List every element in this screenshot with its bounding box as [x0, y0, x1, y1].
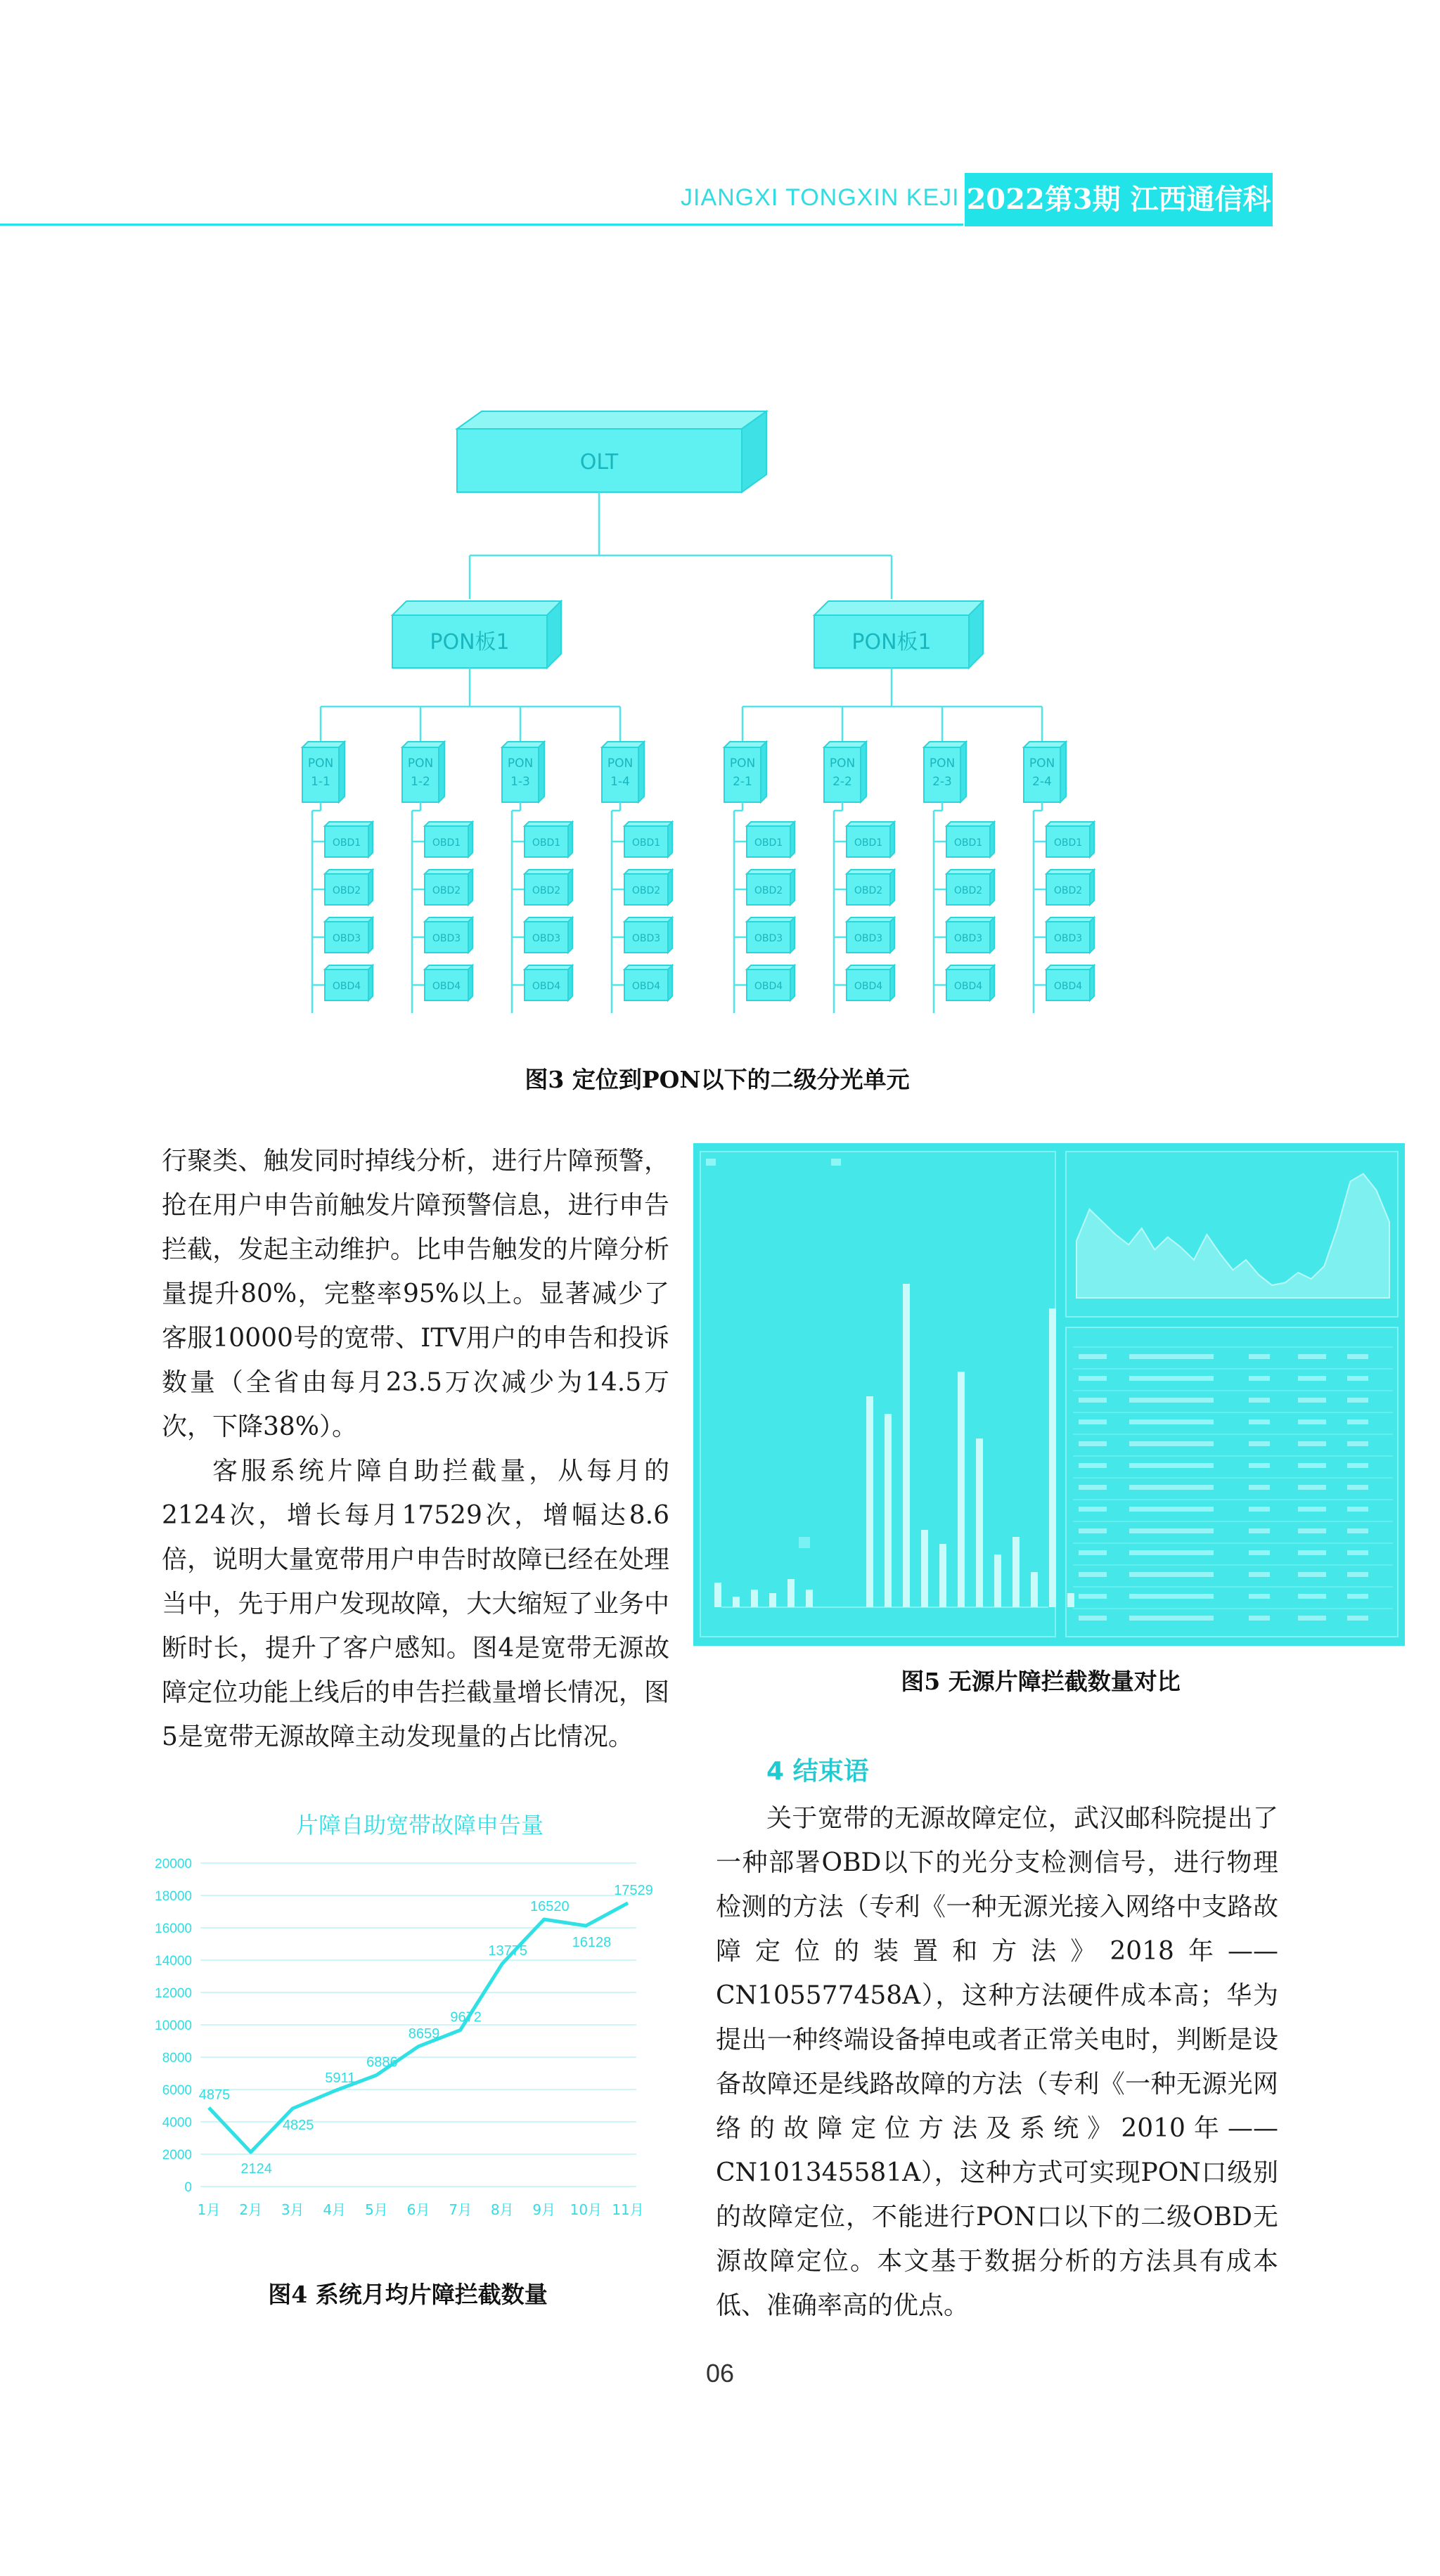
dash-table-cell — [1347, 1572, 1368, 1577]
data-label: 6886 — [366, 2054, 398, 2071]
dash-table-cell — [1249, 1376, 1270, 1381]
olt-node — [457, 411, 766, 492]
figure4-line-chart — [144, 1803, 679, 2253]
obd-label: OBD2 — [532, 885, 561, 896]
dash-bar — [994, 1554, 1001, 1607]
obd-node — [946, 822, 994, 857]
dash-table-cell — [1347, 1485, 1368, 1490]
obd-node — [425, 917, 472, 953]
dash-table-cell — [1249, 1441, 1270, 1446]
data-label: 8659 — [408, 2026, 440, 2042]
dash-bar — [1031, 1572, 1038, 1607]
issue-label: 2022第3期 江西通信科技 — [965, 173, 1273, 226]
y-tick-label: 0 — [184, 2180, 192, 2195]
obd-node — [425, 965, 472, 1000]
pon-port-label-line1: PON — [307, 756, 334, 771]
obd-node — [624, 917, 672, 953]
x-tick-label: 9月 — [532, 2201, 556, 2218]
obd-label: OBD3 — [532, 933, 561, 944]
dash-table-cell — [1079, 1594, 1107, 1599]
dash-table-cell — [1298, 1419, 1326, 1424]
obd-label: OBD3 — [631, 933, 661, 944]
dash-table-cell — [1249, 1398, 1270, 1403]
pon-port-1-1 — [302, 742, 345, 802]
x-tick-label: 6月 — [406, 2201, 430, 2218]
obd-node — [747, 917, 795, 953]
obd-node — [847, 917, 894, 953]
dash-table-cell — [1249, 1463, 1270, 1468]
dash-table-cell — [1129, 1616, 1214, 1621]
figure3-caption: 图3 定位到PON以下的二级分光单元 — [525, 1066, 910, 1093]
figure5-dashboard — [693, 1143, 1405, 1646]
pon-board-2 — [814, 601, 983, 668]
pon-port-label-line2: 1-4 — [610, 775, 630, 789]
dash-table-cell — [1079, 1419, 1107, 1424]
pon-port-label-line2: 1-3 — [510, 775, 530, 789]
dash-table-cell — [1129, 1550, 1214, 1555]
dash-bar — [806, 1590, 813, 1607]
obd-node — [747, 822, 795, 857]
header-rule — [0, 224, 963, 226]
pon-port-label-line1: PON — [507, 756, 534, 771]
dash-table-cell — [1079, 1572, 1107, 1577]
obd-label: OBD1 — [1053, 837, 1083, 849]
dash-bar — [1012, 1537, 1020, 1607]
dash-table-cell — [1129, 1594, 1214, 1599]
obd-label: OBD4 — [953, 981, 983, 992]
obd-label: OBD2 — [332, 885, 361, 896]
dash-bar — [733, 1597, 740, 1607]
dash-table-cell — [1129, 1572, 1214, 1577]
dash-table-cell — [1129, 1376, 1214, 1381]
pon-port-label-line1: PON — [829, 756, 856, 771]
pon-port-1-3 — [502, 742, 544, 802]
page-number: 06 — [705, 2359, 735, 2388]
obd-label: OBD3 — [953, 933, 983, 944]
obd-node — [425, 870, 472, 905]
obd-node — [847, 965, 894, 1000]
obd-label: OBD1 — [754, 837, 783, 849]
obd-label: OBD3 — [432, 933, 461, 944]
obd-node — [325, 917, 373, 953]
y-tick-label: 6000 — [162, 2083, 192, 2098]
obd-node — [525, 870, 572, 905]
data-label: 13775 — [488, 1943, 528, 1959]
pon-port-2-3 — [924, 742, 966, 802]
obd-node — [1046, 870, 1094, 905]
obd-node — [1046, 965, 1094, 1000]
left-column-upper — [162, 1139, 669, 1759]
dash-table-cell — [1249, 1616, 1270, 1621]
dash-bar — [903, 1284, 910, 1607]
dash-table-cell — [1347, 1354, 1368, 1359]
dash-table-cell — [1079, 1528, 1107, 1533]
dash-bar — [751, 1590, 758, 1607]
dash-bar — [976, 1438, 983, 1607]
x-tick-label: 8月 — [490, 2201, 514, 2218]
dash-bar — [1067, 1593, 1074, 1607]
obd-label: OBD4 — [631, 981, 661, 992]
obd-node — [525, 917, 572, 953]
obd-label: OBD1 — [953, 837, 983, 849]
dash-bar — [714, 1583, 721, 1607]
obd-label: OBD4 — [332, 981, 361, 992]
dash-table-cell — [1298, 1354, 1326, 1359]
obd-label: OBD4 — [1053, 981, 1083, 992]
dash-table-cell — [1249, 1485, 1270, 1490]
dash-table-cell — [1129, 1485, 1214, 1490]
obd-label: OBD2 — [953, 885, 983, 896]
obd-node — [847, 822, 894, 857]
dash-table-cell — [1298, 1528, 1326, 1533]
dash-table-cell — [1079, 1485, 1107, 1490]
dash-bar — [769, 1593, 776, 1607]
obd-label: OBD2 — [754, 885, 783, 896]
dash-table-cell — [1298, 1398, 1326, 1403]
dash-table-cell — [1298, 1616, 1326, 1621]
data-label: 16128 — [572, 1935, 612, 1951]
pon-port-label-line2: 2-4 — [1032, 775, 1052, 789]
obd-node — [325, 870, 373, 905]
dash-table-cell — [1129, 1507, 1214, 1512]
obd-node — [1046, 822, 1094, 857]
x-tick-label: 10月 — [570, 2201, 603, 2218]
obd-label: OBD4 — [754, 981, 783, 992]
data-label: 5911 — [325, 2071, 356, 2087]
dash-table-cell — [1129, 1441, 1214, 1446]
y-tick-label: 18000 — [155, 1889, 192, 1904]
conclusion-section — [716, 1749, 1278, 2328]
paragraph-1: 行聚类、触发同时掉线分析，进行片障预警，抢在用户申告前触发片障预警信息，进行申告拦截，发起主动维护。比申告触发的片障分析量提升80%，完整率95%以上。显著减少了客服10000号的宽带、ITV用户的申告和投诉数量（全省由每月23.5万次减少为14.5万次，下降38%）。 — [162, 1147, 669, 1441]
obd-label: OBD4 — [532, 981, 561, 992]
dash-table-cell — [1298, 1550, 1326, 1555]
pon-port-label-line2: 1-1 — [311, 775, 330, 789]
section-title: 4 结束语 — [766, 1757, 869, 1786]
obd-label: OBD2 — [854, 885, 883, 896]
pon-port-2-2 — [824, 742, 866, 802]
x-tick-label: 4月 — [323, 2201, 347, 2218]
dash-table-cell — [1129, 1354, 1214, 1359]
conclusion-body: 关于宽带的无源故障定位，武汉邮科院提出了一种部署OBD以下的光分支检测信号，进行物理检测的方法（专利《一种无源光接入网络中支路故障定位的装置和方法》2018年——CN105577458A），这种方法硬件成本高；华为提出一种终端设备掉电或者正常关电时，判断是设备故障还是线路故障的方法（专利《一种无源光网络的故障定位方法及系统》2010年——CN101345581A），这种方式可实现PON口级别的故障定位，不能进行PON口以下的二级OBD无源故障定位。本文基于数据分析的方法具有成本低、准确率高的优点。 — [716, 1804, 1278, 2320]
dash-table-cell — [1129, 1419, 1214, 1424]
pon-port-2-4 — [1024, 742, 1066, 802]
obd-label: OBD1 — [332, 837, 361, 849]
obd-node — [946, 917, 994, 953]
dash-table-cell — [1347, 1507, 1368, 1512]
y-tick-label: 10000 — [155, 2018, 192, 2033]
dash-table-cell — [1347, 1398, 1368, 1403]
obd-node — [624, 870, 672, 905]
figure5-dashboard-graphics — [693, 1143, 1405, 1646]
obd-node — [325, 965, 373, 1000]
data-label: 2124 — [240, 2161, 272, 2177]
data-label: 9672 — [450, 2009, 482, 2026]
obd-node — [1046, 917, 1094, 953]
obd-label: OBD1 — [432, 837, 461, 849]
pon-port-2-1 — [724, 742, 766, 802]
y-tick-label: 14000 — [155, 1954, 192, 1969]
dash-table-cell — [1298, 1572, 1326, 1577]
dash-table-cell — [1079, 1463, 1107, 1468]
dash-table-cell — [1129, 1398, 1214, 1403]
obd-node — [946, 870, 994, 905]
dash-table-cell — [1347, 1463, 1368, 1468]
obd-label: OBD1 — [532, 837, 561, 849]
dash-table-cell — [1249, 1594, 1270, 1599]
dash-table-cell — [1298, 1485, 1326, 1490]
y-tick-label: 12000 — [155, 1986, 192, 2001]
obd-node — [525, 965, 572, 1000]
x-tick-label: 1月 — [197, 2201, 221, 2218]
dash-table-cell — [1298, 1507, 1326, 1512]
pon-port-label-line1: PON — [929, 756, 956, 771]
obd-label: OBD4 — [432, 981, 461, 992]
dash-table-cell — [1079, 1616, 1107, 1621]
figure4-caption: 图4 系统月均片障拦截数量 — [268, 2281, 548, 2308]
pon-port-label-line1: PON — [607, 756, 634, 771]
obd-label: OBD1 — [854, 837, 883, 849]
dash-table-cell — [1347, 1550, 1368, 1555]
data-label: 16520 — [529, 1899, 570, 1915]
dash-table-cell — [1347, 1616, 1368, 1621]
pon-board-label: PON板1 — [851, 630, 932, 655]
pon-port-1-4 — [602, 742, 644, 802]
dash-table-cell — [1347, 1419, 1368, 1424]
obd-label: OBD2 — [1053, 885, 1083, 896]
dash-table-cell — [1347, 1441, 1368, 1446]
dash-table-cell — [1249, 1528, 1270, 1533]
dash-table-cell — [1347, 1528, 1368, 1533]
dash-table-cell — [1249, 1419, 1270, 1424]
dash-bar — [885, 1414, 892, 1607]
obd-node — [946, 965, 994, 1000]
obd-node — [624, 822, 672, 857]
dash-table-cell — [1079, 1398, 1107, 1403]
dash-table-cell — [1347, 1376, 1368, 1381]
y-tick-label: 20000 — [155, 1857, 192, 1872]
figure5-caption: 图5 无源片障拦截数量对比 — [901, 1668, 1181, 1695]
dash-table-cell — [1298, 1463, 1326, 1468]
obd-node — [624, 965, 672, 1000]
dash-bar — [788, 1579, 795, 1607]
chart-title: 片障自助宽带故障申告量 — [295, 1812, 544, 1838]
x-tick-label: 3月 — [281, 2201, 304, 2218]
dash-table-cell — [1249, 1572, 1270, 1577]
dash-bar — [939, 1544, 946, 1607]
obd-node — [747, 965, 795, 1000]
pon-topology-diagram — [267, 404, 1132, 1023]
pon-port-label-line2: 2-2 — [832, 775, 852, 789]
dash-table-cell — [1347, 1594, 1368, 1599]
data-label: 4875 — [198, 2087, 231, 2103]
obd-label: OBD3 — [854, 933, 883, 944]
pon-port-label-line1: PON — [729, 756, 756, 771]
journal-name-en: JIANGXI TONGXIN KEJI — [681, 184, 960, 211]
pon-port-label-line2: 2-3 — [932, 775, 952, 789]
y-tick-label: 8000 — [162, 2051, 192, 2066]
pon-port-label-line1: PON — [407, 756, 434, 771]
pon-port-label-line2: 2-1 — [733, 775, 752, 789]
paragraph-2: 客服系统片障自助拦截量，从每月的2124次，增长每月17529次，增幅达8.6倍，说明大量宽带用户申告时故障已经在处理当中，先于用户发现故障，大大缩短了业务中断时长，提升了客户感知。图4是宽带无源故障定位功能上线后的申告拦截量增长情况，图5是宽带无源故障主动发现量的占比情况。 — [162, 1457, 669, 1751]
y-tick-label: 2000 — [162, 2148, 192, 2163]
pon-board-label: PON板1 — [430, 630, 510, 655]
dash-table-cell — [1298, 1376, 1326, 1381]
obd-node — [525, 822, 572, 857]
dash-table-cell — [1298, 1594, 1326, 1599]
obd-label: OBD1 — [631, 837, 661, 849]
pon-port-label-line2: 1-2 — [411, 775, 430, 789]
olt-label: OLT — [579, 450, 619, 475]
dash-bar — [866, 1396, 873, 1607]
dash-table-cell — [1249, 1550, 1270, 1555]
dash-table-cell — [1129, 1528, 1214, 1533]
obd-node — [847, 870, 894, 905]
dash-bar — [958, 1372, 965, 1607]
obd-node — [425, 822, 472, 857]
obd-label: OBD3 — [1053, 933, 1083, 944]
obd-label: OBD3 — [332, 933, 361, 944]
y-tick-label: 4000 — [162, 2115, 192, 2130]
data-label: 17529 — [614, 1882, 653, 1898]
obd-label: OBD4 — [854, 981, 883, 992]
obd-label: OBD2 — [432, 885, 461, 896]
dash-bar — [1049, 1308, 1056, 1607]
dash-table-cell — [1298, 1441, 1326, 1446]
pon-port-1-2 — [402, 742, 444, 802]
pon-port-label-line1: PON — [1029, 756, 1055, 771]
dash-table-cell — [1129, 1463, 1214, 1468]
pon-board-1 — [392, 601, 561, 668]
x-tick-label: 2月 — [239, 2201, 262, 2218]
x-tick-label: 5月 — [365, 2201, 388, 2218]
dash-table-cell — [1079, 1354, 1107, 1359]
dash-table-cell — [1249, 1507, 1270, 1512]
data-label: 4825 — [282, 2118, 314, 2134]
dash-table-cell — [1079, 1376, 1107, 1381]
obd-label: OBD2 — [631, 885, 661, 896]
dash-table-cell — [1249, 1354, 1270, 1359]
obd-node — [747, 870, 795, 905]
dash-table-cell — [1079, 1441, 1107, 1446]
dash-bar — [921, 1530, 928, 1607]
y-tick-label: 16000 — [155, 1921, 192, 1936]
x-tick-label: 7月 — [449, 2201, 472, 2218]
dash-table-cell — [1079, 1507, 1107, 1512]
obd-node — [325, 822, 373, 857]
dash-table-cell — [1079, 1550, 1107, 1555]
obd-label: OBD3 — [754, 933, 783, 944]
x-tick-label: 11月 — [612, 2201, 644, 2218]
